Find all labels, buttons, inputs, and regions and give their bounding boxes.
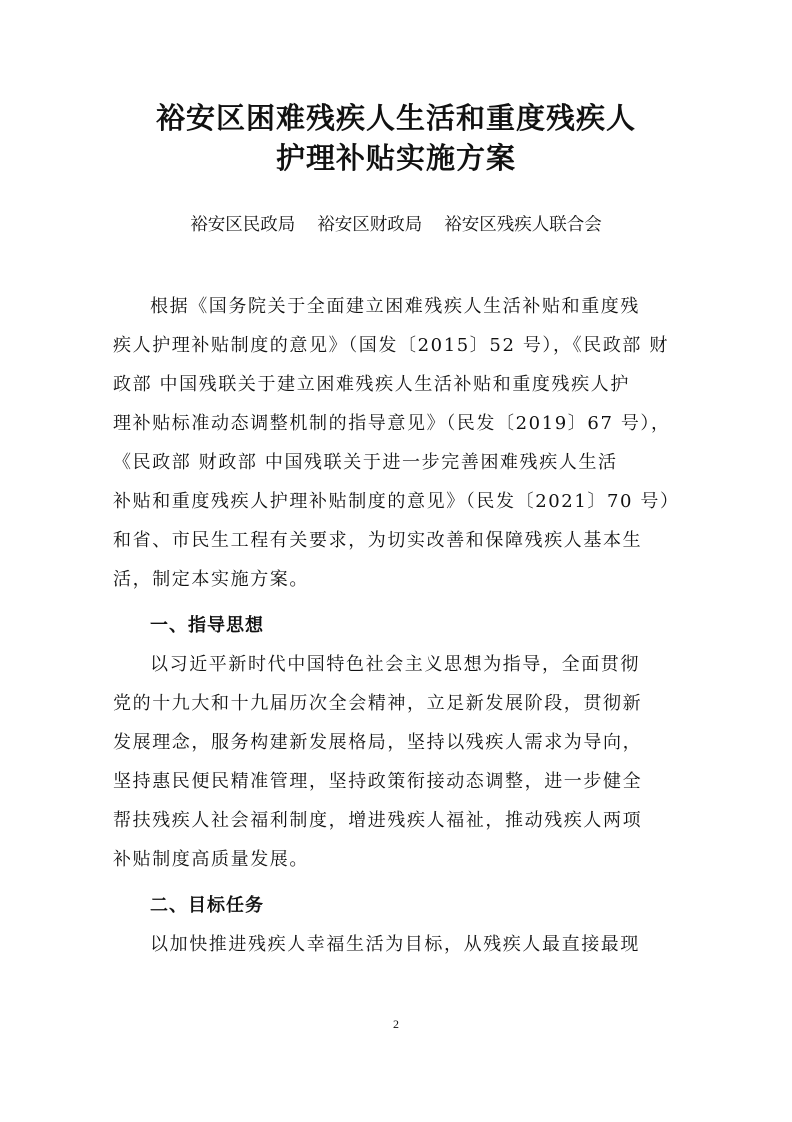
section-1-line-2: 党的十九大和十九届历次全会精神，立足新发展阶段，贯彻新 [113, 693, 643, 714]
section-2-line-1: 以加快推进残疾人幸福生活为目标，从残疾人最直接最现 [150, 934, 640, 955]
section-1-line-1: 以习近平新时代中国特色社会主义思想为指导，全面贯彻 [150, 654, 640, 675]
section-2-heading: 二、目标任务 [150, 895, 264, 916]
intro-line-7: 和省、市民生工程有关要求，为切实改善和保障残疾人基本生 [113, 530, 643, 551]
intro-line-8: 活，制定本实施方案。 [113, 569, 309, 590]
section-1-line-6: 补贴制度高质量发展。 [113, 849, 309, 870]
issuer-disabled-federation: 裕安区残疾人联合会 [444, 215, 602, 235]
intro-line-5: 《民政部 财政部 中国残联关于进一步完善困难残疾人生活 [113, 452, 618, 473]
section-1-line-4: 坚持惠民便民精准管理，坚持政策衔接动态调整，进一步健全 [113, 771, 643, 792]
page-number: 2 [393, 1017, 399, 1031]
section-1-line-5: 帮扶残疾人社会福利制度，增进残疾人福祉，推动残疾人两项 [113, 810, 643, 831]
intro-line-6: 补贴和重度残疾人护理补贴制度的意见》（民发〔2021〕70 号） [113, 491, 680, 512]
intro-line-3: 政部 中国残联关于建立困难残疾人生活补贴和重度残疾人护 [113, 374, 630, 395]
document-title-line-1: 裕安区困难残疾人生活和重度残疾人 [155, 101, 636, 135]
section-1-heading: 一、指导思想 [150, 615, 264, 636]
intro-line-2: 疾人护理补贴制度的意见》（国发〔2015〕52 号），《民政部 财 [113, 335, 669, 356]
issuer-civil-affairs: 裕安区民政局 [190, 215, 296, 235]
intro-line-4: 理补贴标准动态调整机制的指导意见》（民发〔2019〕67 号）， [113, 413, 671, 434]
document-title-line-2: 护理补贴实施方案 [275, 141, 516, 175]
section-1-line-3: 发展理念，服务构建新发展格局，坚持以残疾人需求为导向， [113, 732, 643, 753]
intro-line-1: 根据《国务院关于全面建立困难残疾人生活补贴和重度残 [150, 296, 640, 317]
issuing-agencies [0, 212, 792, 238]
issuer-finance: 裕安区财政局 [317, 215, 423, 235]
